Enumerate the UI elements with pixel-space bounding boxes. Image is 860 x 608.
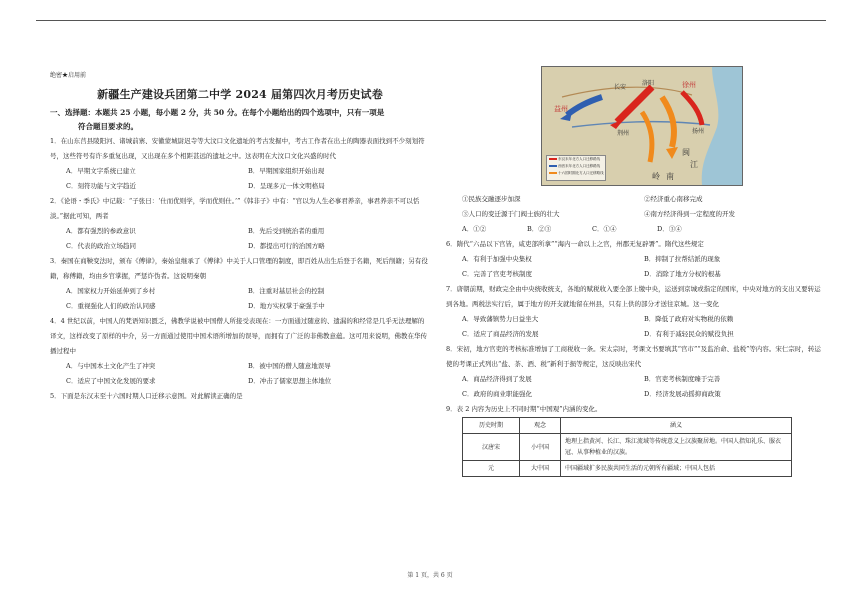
answer-option: A．国家权力开始延伸到了乡村 bbox=[66, 287, 156, 295]
left-column bbox=[50, 70, 430, 404]
question-stem: 1．在山东莒县陵阳河、诸城前寨、安徽蒙城尉迟寺等大汶口文化遗址的考古发掘中，考古工作者在出土的陶器表面找到不少刻划符号，这些符号有许多重复出现，又出现在多个相距甚远的遗址之中。这表明在大汶口文化兴盛的时代 bbox=[50, 137, 425, 160]
option-list bbox=[50, 164, 430, 194]
option-list bbox=[50, 224, 430, 254]
table-row bbox=[463, 461, 792, 477]
answer-option: C．重视强化人们的政治认同感 bbox=[66, 302, 156, 310]
question bbox=[446, 402, 826, 417]
answer-option: B．抑制了拉帮结派的现象 bbox=[644, 255, 721, 263]
question bbox=[446, 342, 826, 402]
question-stem: 3．秦国在商鞅变法时，颁布《傅律》，秦始皇继承了《傅律》中关于人口管理的制度，即百姓从出生后登于名籍，死后削籍；另有役籍，称傅籍，均由乡官掌握，严惩诈伪者。这说明秦朝 bbox=[50, 257, 428, 280]
table-header-row bbox=[463, 418, 792, 434]
right-question-list bbox=[446, 237, 826, 417]
map-label-jingzhou: 荆州 bbox=[617, 130, 630, 137]
q5-answer: A．①② bbox=[462, 225, 487, 233]
answer-option: A．有利于加强中央集权 bbox=[462, 255, 532, 263]
q5-statement: ③人口的变迁源于门阀士族的壮大 bbox=[462, 210, 560, 218]
map-label-luoyang: 洛阳 bbox=[642, 80, 655, 87]
answer-option: A．都有强烈的参政意识 bbox=[66, 227, 136, 235]
option-list bbox=[50, 284, 430, 314]
answer-option: B．早期国家组织开始出现 bbox=[248, 167, 325, 175]
question bbox=[446, 282, 826, 342]
answer-option: C．代表的政治立场趋同 bbox=[66, 242, 136, 250]
map-label-yizhou: 益州 bbox=[554, 105, 568, 113]
answer-option: A．导致藩镇势力日益坐大 bbox=[462, 315, 539, 323]
question bbox=[446, 237, 826, 282]
q5-answer: B．②③ bbox=[527, 225, 552, 233]
answer-option: C．适应了中国文化发展的要求 bbox=[66, 377, 156, 385]
page-footer: 第 1 页，共 6 页 bbox=[407, 572, 453, 579]
answer-option: D．冲击了儒家思想主体地位 bbox=[248, 377, 332, 385]
answer-option: B．官吏考核制度臻于完善 bbox=[644, 375, 721, 383]
map-label-jiang: 江 bbox=[690, 160, 698, 169]
q5-statement: ④南方经济得到一定程度的开发 bbox=[644, 210, 735, 218]
answer-option: D．都提出可行的治国方略 bbox=[248, 242, 325, 250]
map-label-yangzhou: 扬州 bbox=[692, 128, 705, 135]
legend-red: 东汉末年北方人口迁移路线 bbox=[547, 156, 605, 163]
answer-option: B．注重对基层社会的控制 bbox=[248, 287, 325, 295]
table-header: 观念 bbox=[520, 418, 561, 434]
table-2 bbox=[462, 417, 792, 477]
legend-orange: 十六国时期北方人口迁移路线 bbox=[547, 170, 605, 177]
option-list bbox=[446, 252, 826, 282]
question-stem: 9．表 2 内容为历史上不同时期“中国观”内涵的变化。 bbox=[446, 405, 602, 413]
section-line-2: 符合题目要求的。 bbox=[78, 122, 138, 131]
answer-option: D．地方实权掌于豪强手中 bbox=[248, 302, 325, 310]
map-legend bbox=[546, 155, 606, 181]
table-header: 涵义 bbox=[561, 418, 792, 434]
option-list bbox=[446, 312, 826, 342]
question-stem: 7．唐朝前期，财政完全由中央统收统支，各地的赋税收入要全部上缴中央，运送到京城或指定的国库，中央对地方的支出又要转运到各地。两税法实行后，属于地方的开支就地留在州县，只有上供的部分才送往京城。这一变化 bbox=[446, 285, 821, 308]
answer-option: D．有利于减轻民众的赋役负担 bbox=[644, 330, 734, 338]
map-label-ling: 岭 bbox=[652, 172, 660, 181]
secret-mark: 绝密★启用前 bbox=[50, 72, 87, 79]
legend-blue: 西晋末年北方人口迁移路线 bbox=[547, 163, 605, 170]
question bbox=[50, 194, 430, 254]
question bbox=[50, 254, 430, 314]
question-stem: 5．下面是东汉末至十六国时期人口迁移示意图。对此解读正确的是 bbox=[50, 392, 243, 400]
answer-option: C．适应了商品经济的发展 bbox=[462, 330, 539, 338]
left-question-list bbox=[50, 134, 430, 404]
q5-answers bbox=[446, 222, 722, 237]
question-stem: 6．隋代“六品以下官皆，咸吏部所拿”“海内一命以上之官，州郡无复辟署”。隋代这些规定 bbox=[446, 240, 704, 248]
q5-answer: D．③④ bbox=[657, 225, 682, 233]
migration-map bbox=[541, 66, 743, 186]
option-list bbox=[446, 372, 826, 402]
question-stem: 2．《论语・季氏》中记载：“子张曰：‘仕而优则学，学而优则仕。’”《韩非子》中有：“官以为人生必事君养亲，事君养亲不可以恬淡。”据此可知，两者 bbox=[50, 197, 420, 220]
answer-option: D．呈现多元一体文明格局 bbox=[248, 182, 325, 190]
question bbox=[50, 134, 430, 194]
q5-statements bbox=[446, 192, 826, 222]
option-list bbox=[50, 359, 430, 389]
answer-option: D．消除了地方分权的根基 bbox=[644, 270, 721, 278]
answer-option: D．经济发展动摇抑商政策 bbox=[644, 390, 721, 398]
q5-answer: C．①④ bbox=[592, 225, 617, 233]
question-stem: 4．4 世纪以前，中国人的梵语知识匮乏，佛教学说被中国僧人所接受表现在：一方面通过随意的、遗漏的和经常是几乎无法理解的译文，这样改变了原样的中介，另一方面通过使用中国术语所增加的误导，而拥有了广泛的非佛教意蕴。这可用来说明，佛教在华传播过程中 bbox=[50, 317, 427, 355]
table-cell-concept: 大中国 bbox=[520, 461, 561, 477]
top-rule bbox=[36, 20, 826, 21]
map-label-xuzhou: 徐州 bbox=[682, 81, 696, 89]
section-line-1: 一、选择题：本题共 25 小题，每小题 2 分，共 50 分。在每个小题给出的四个选项中，只有一项是 bbox=[50, 108, 385, 117]
table-header: 历史时期 bbox=[463, 418, 520, 434]
table-cell-period: 元 bbox=[463, 461, 520, 477]
q5-statement: ①民族交融逐步加深 bbox=[462, 195, 521, 203]
question bbox=[50, 389, 430, 404]
right-column bbox=[446, 66, 826, 477]
table-cell-meaning: 中国疆域扩多民族共同生活的元朝所有疆域；中国人包括 bbox=[561, 461, 792, 477]
answer-option: A．与中国本土文化产生了冲突 bbox=[66, 362, 156, 370]
table-cell-meaning: 地理上指黄河、长江、珠江流域等传统意义上汉族聚居地。中国人指知礼乐、服衣冠、从事种植业的汉族。 bbox=[561, 434, 792, 461]
section-heading bbox=[50, 106, 430, 134]
answer-option: A．商品经济得到了发展 bbox=[462, 375, 532, 383]
question bbox=[50, 314, 430, 389]
answer-option: C．完善了官吏考核制度 bbox=[462, 270, 532, 278]
answer-option: C．政府的商业职能强化 bbox=[462, 390, 532, 398]
map-label-min: 闽 bbox=[682, 148, 690, 157]
answer-option: B．被中国的僧人随意地误导 bbox=[248, 362, 331, 370]
map-label-nan: 南 bbox=[666, 172, 674, 181]
answer-option: A．早期文字系统已建立 bbox=[66, 167, 136, 175]
question-stem: 8．宋初，地方官吏的考核标准增加了工商税收一条。宋太宗时，考课文书要填其“官市”“及监治命、盐税”等内容。宋仁宗时，转运使的考课正式列出“盐、茶、酒、税”新利于损等规定，这反映出宋代 bbox=[446, 345, 821, 368]
q5-statement: ②经济重心南移完成 bbox=[644, 195, 703, 203]
answer-option: C．刻符功能与文字趋近 bbox=[66, 182, 136, 190]
answer-option: B．降低了政府对实物税的依赖 bbox=[644, 315, 734, 323]
table-row bbox=[463, 434, 792, 461]
map-label-changan: 长安 bbox=[614, 84, 627, 91]
table-cell-concept: 小中国 bbox=[520, 434, 561, 461]
table-cell-period: 汉唐宋 bbox=[463, 434, 520, 461]
exam-title: 新疆生产建设兵团第二中学 2024 届第四次月考历史试卷 bbox=[97, 88, 383, 101]
answer-option: B．先后受到统治者的重用 bbox=[248, 227, 325, 235]
